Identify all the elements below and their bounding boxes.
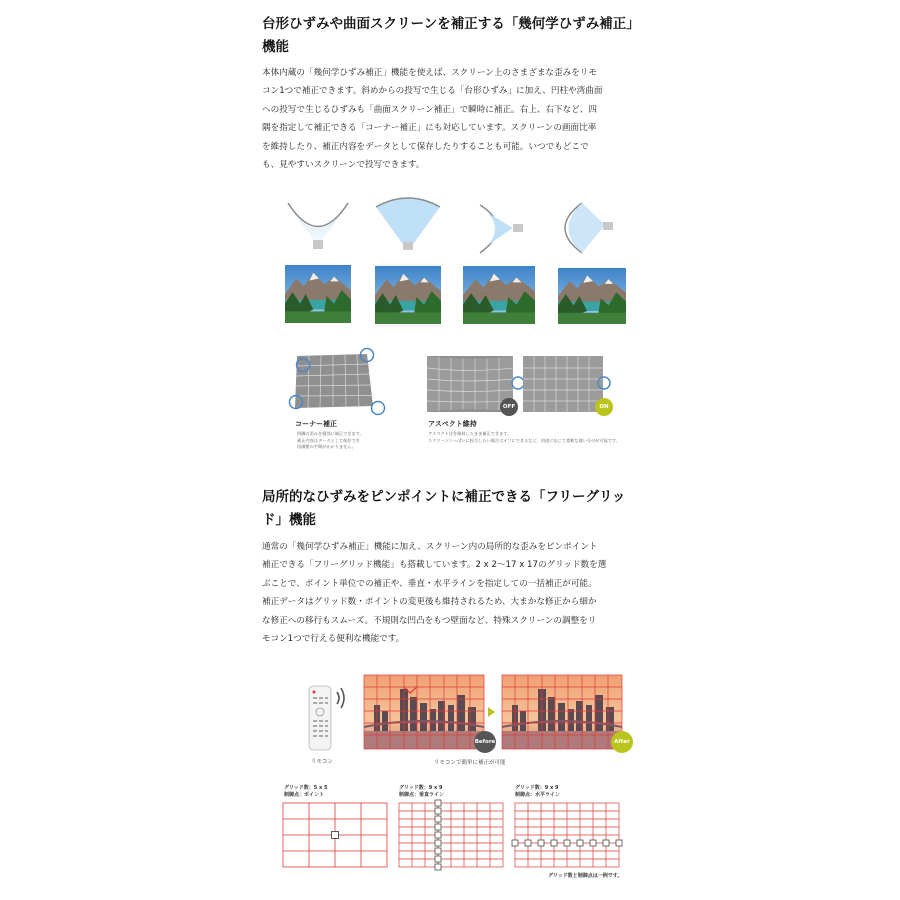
before-image (364, 675, 484, 749)
after-image (502, 675, 622, 749)
grid-example-5x5-point (283, 803, 389, 869)
paragraph-line: モコン1つで行える便利な機能です。 (262, 634, 405, 645)
diagram-convex-front (376, 198, 440, 250)
section2-heading-line1: 局所的なひずみをピンポイントに補正できる「フリーグリッ (262, 489, 626, 505)
grid-label-line: グリッド数：9 x 9 (399, 785, 443, 791)
aspect-desc-line: アスペクト比を維持したまま補正できます。 (428, 431, 512, 436)
section1-heading (262, 13, 647, 59)
paragraph-line: への投写で生じるひずみも「曲面スクリーン補正」で瞬時に補正。右上、右下など、四 (262, 104, 597, 115)
grid-example-9x9-horizontal (515, 803, 623, 869)
remote-caption: リモコンで簡単に補正が可能 (434, 760, 506, 766)
aspect-off-badge (500, 398, 518, 416)
warped-photo-examples (282, 263, 632, 328)
corner-correction-grid (289, 348, 389, 416)
corner-title: コーナー補正 (295, 420, 337, 428)
aspect-title: アスペクト維持 (428, 420, 477, 428)
paragraph-line: も、見やすいスクリーンで投写できます。 (262, 160, 425, 171)
section2-heading-line2: ド」機能 (262, 512, 316, 528)
diagram-concave-side (480, 205, 523, 253)
corner-desc (297, 431, 364, 451)
before-label: Before (474, 739, 496, 745)
grid-example-1-label (284, 785, 327, 799)
paragraph-line: 補正できる「フリーグリッド機能」も搭載しています。2 x 2〜17 x 17のグリッド数を選 (262, 560, 607, 571)
grid-note: グリッド数と制御点は一例です。 (548, 873, 623, 879)
paragraph-line: ぶことで、ポイント単位での補正や、垂直・水平ラインを指定しての一括補正が可能。 (262, 578, 597, 589)
aspect-maintain-grids (427, 354, 622, 419)
paragraph-line: を維持したり、補正内容をデータとして保存したりすることも可能。いつでもどこで (262, 141, 589, 152)
section2-paragraph (262, 538, 642, 648)
paragraph-line: な修正への移行もスムーズ。不規則な凹凸をもつ壁面など、特殊スクリーンの調整をリ (262, 615, 597, 626)
grid-example-2-label (399, 785, 444, 799)
remote-control-illustration (304, 680, 354, 760)
remote-label: リモコン (311, 759, 334, 765)
after-label: After (614, 739, 630, 745)
grid-example-3-label (515, 785, 560, 799)
paragraph-line: 通常の「幾何学ひずみ補正」機能に加え、スクリーン内の局所的な歪みをピンポイント (262, 542, 598, 552)
section1-paragraph (262, 64, 642, 174)
aspect-off-label: OFF (502, 404, 516, 410)
before-after-images (364, 673, 636, 753)
after-badge (611, 731, 633, 753)
photo-3 (463, 266, 535, 324)
aspect-on-badge (595, 398, 613, 416)
grid-label-line: グリッド数：9 x 9 (515, 785, 559, 791)
section2-heading (262, 486, 647, 532)
aspect-desc-line: スクリーンいっぱいに投写したい場合はオフにできるなど、用途に応じて柔軟な使い分けが可能です。 (428, 437, 621, 443)
before-badge (474, 731, 496, 753)
corner-desc-line: 四隅の歪みを個別に補正できます。 (297, 431, 364, 436)
section1-heading-line2: 機能 (262, 39, 289, 55)
section1-heading-line1: 台形ひずみや曲面スクリーンを補正する「幾何学ひずみ補正」 (262, 16, 640, 32)
grid-label-line: グリッド数：5 x 5 (284, 785, 328, 791)
curved-screen-diagrams (270, 195, 650, 265)
grid-label-line: 制御点：水平ライン (515, 792, 560, 798)
paragraph-line: 本体内蔵の「幾何学ひずみ補正」機能を使えば、スクリーン上のさまざまな歪みをリモ (262, 68, 597, 78)
diagram-convex-side (565, 203, 613, 253)
paragraph-line: コン1つで補正できます。斜めからの投写で生じる「台形ひずみ」に加え、円柱や湾曲面 (262, 86, 603, 97)
grid-label-line: 制御点：ポイント (284, 792, 325, 798)
aspect-on-label: ON (599, 404, 609, 410)
grid-example-9x9-vertical (399, 803, 505, 869)
paragraph-line: 隅を指定して補正できる「コーナー補正」にも対応しています。スクリーンの画面比率 (262, 123, 597, 134)
diagram-concave-front (288, 203, 348, 249)
aspect-desc (428, 431, 620, 444)
photo-2 (373, 265, 443, 326)
photo-1 (285, 265, 351, 323)
corner-desc-line: 補正内容はデータとして保存でき (297, 437, 360, 443)
paragraph-line: 補正データはグリッド数・ポイントの変更後も維持されるため、大まかな修正から細か (262, 597, 597, 608)
photo-4 (558, 268, 626, 324)
corner-desc-line: 再調整の手間がかかりません。 (297, 444, 356, 449)
grid-label-line: 制御点：垂直ライン (399, 792, 444, 798)
